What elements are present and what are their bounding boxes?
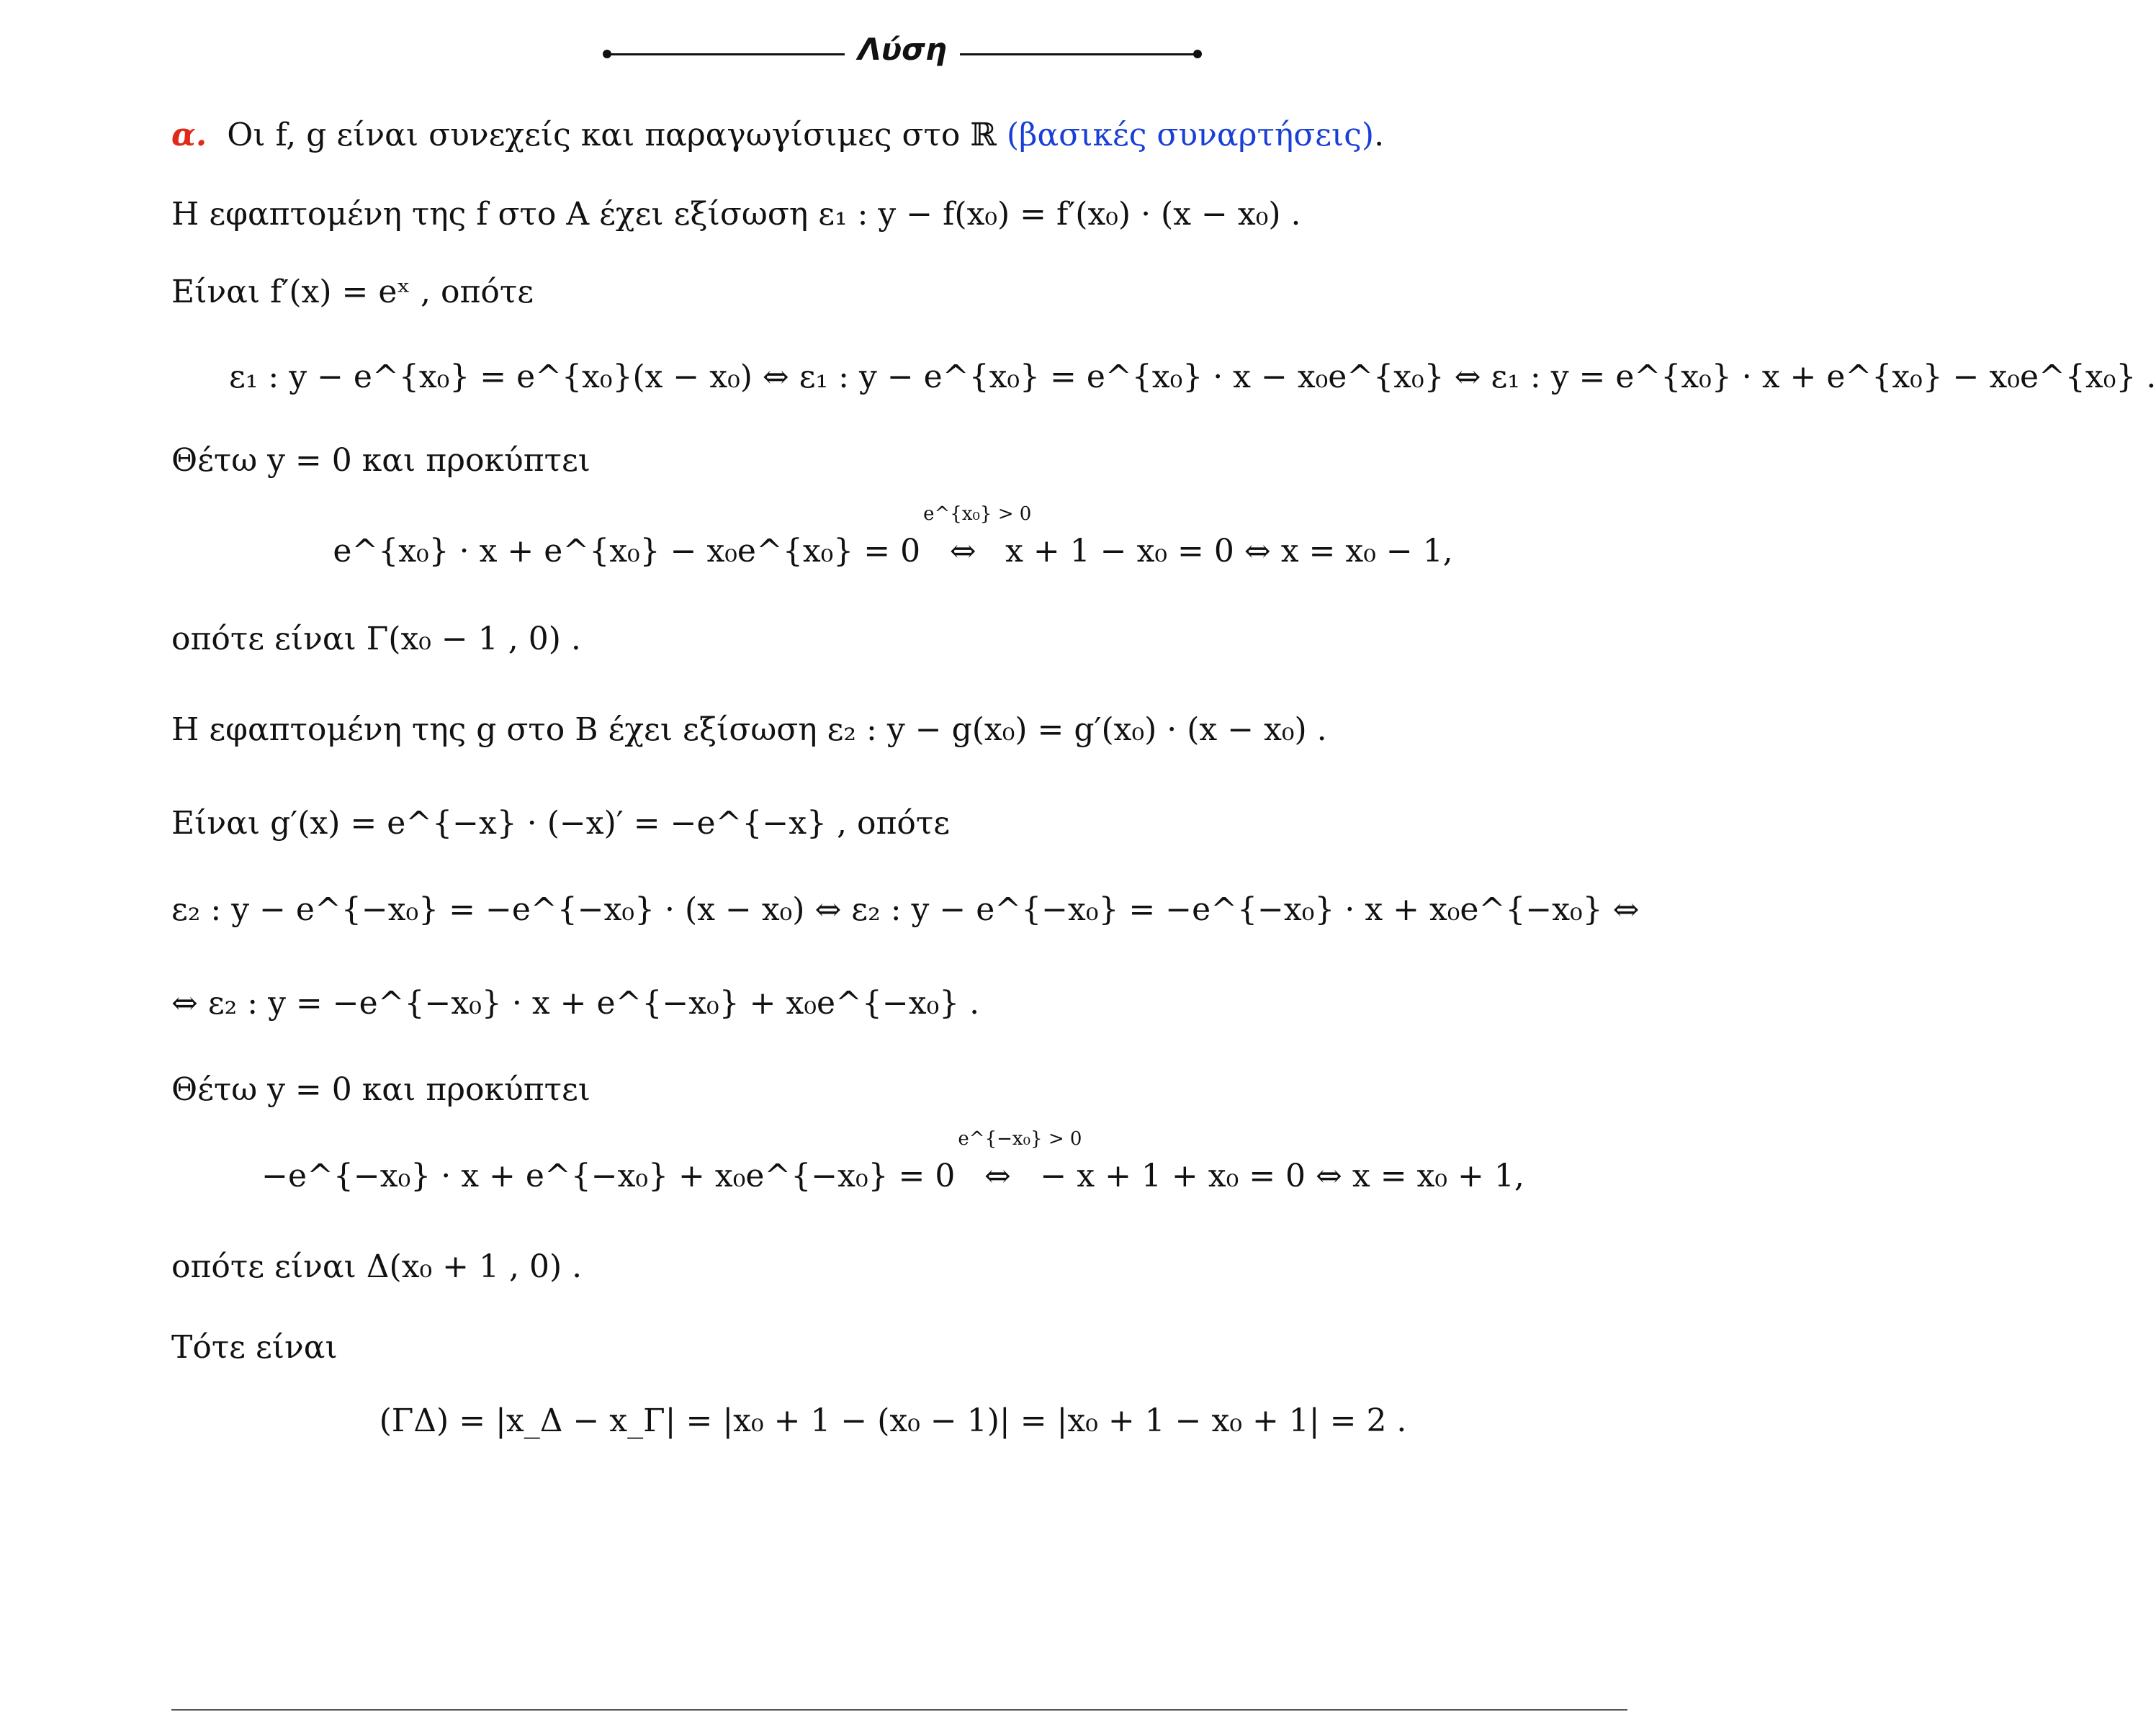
point-delta-line bbox=[171, 1245, 582, 1289]
tangent-f-line bbox=[171, 193, 1301, 236]
set-y-zero-line-2 bbox=[171, 1068, 590, 1112]
then-line bbox=[171, 1326, 338, 1369]
tangent-f-equation bbox=[229, 356, 2156, 399]
part-label: α. bbox=[171, 117, 207, 153]
line-5-text: Θέτω y = 0 και προκύπτει bbox=[171, 442, 591, 479]
distance-result bbox=[0, 1400, 1786, 1443]
tangent-g-line bbox=[171, 708, 1327, 752]
header-dot-right bbox=[1193, 50, 1202, 58]
tangent-g-equation-2 bbox=[171, 982, 979, 1025]
line-1-note: (βασικές συναρτήσεις) bbox=[1006, 117, 1375, 153]
line-6-left: e^{x₀} · x + e^{x₀} − x₀e^{x₀} = 0 bbox=[333, 533, 921, 569]
line-8-text: Η εφαπτομένη της g στο Β έχει εξίσωση ε₂ : y − g(x₀) = g′(x₀) · (x − x₀) . bbox=[171, 711, 1327, 748]
line-4-text: ε₁ : y − e^{x₀} = e^{x₀}(x − x₀) ⇔ ε₁ : y − e^{x₀} = e^{x₀} · x − x₀e^{x₀} ⇔ ε₁ : y = e^{x₀} · x + e^{x₀} − x₀e^{x₀} . bbox=[229, 359, 2156, 395]
implication-arrow: e^{x₀} > 0 ⇔ bbox=[930, 530, 995, 573]
section-header bbox=[0, 32, 1786, 75]
line-11-text: ⇔ ε₂ : y = −e^{−x₀} · x + e^{−x₀} + x₀e^{−x₀} . bbox=[171, 985, 980, 1022]
section-title: Λύση bbox=[858, 32, 947, 67]
root-g-equation bbox=[0, 1128, 1786, 1198]
header-rule-right bbox=[960, 53, 1198, 55]
line-12-text: Θέτω y = 0 και προκύπτει bbox=[171, 1071, 591, 1108]
condition-note-2: e^{−x₀} > 0 bbox=[958, 1128, 1082, 1150]
header-rule-left bbox=[607, 53, 845, 55]
statement-line-1: α. Οι f, g είναι συνεχείς και παραγωγίσιμες στο ℝ (βασικές συναρτήσεις). bbox=[171, 117, 1385, 153]
root-f-equation bbox=[0, 503, 1786, 573]
line-10-text: ε₂ : y − e^{−x₀} = −e^{−x₀} · (x − x₀) ⇔ ε₂ : y − e^{−x₀} = −e^{−x₀} · x + x₀e^{−x₀} ⇔ bbox=[171, 891, 1640, 928]
line-7-text: οπότε είναι Γ(x₀ − 1 , 0) . bbox=[171, 621, 581, 657]
line-1-text: Οι f, g είναι συνεχείς και παραγωγίσιμες στο ℝ bbox=[227, 117, 1007, 153]
line-16-text: (ΓΔ) = |x_Δ − x_Γ| = |x₀ + 1 − (x₀ − 1)| = |x₀ + 1 − x₀ + 1| = 2 . bbox=[379, 1402, 1407, 1439]
line-14-text: οπότε είναι Δ(x₀ + 1 , 0) . bbox=[171, 1248, 583, 1285]
derivative-f-line bbox=[171, 271, 534, 314]
line-6-right: x + 1 − x₀ = 0 ⇔ x = x₀ − 1, bbox=[1005, 533, 1453, 569]
tangent-g-equation-1 bbox=[171, 888, 1640, 932]
point-gamma-line bbox=[171, 618, 581, 661]
implication-arrow-2: e^{−x₀} > 0 ⇔ bbox=[965, 1155, 1030, 1198]
line-13-left: −e^{−x₀} · x + e^{−x₀} + x₀e^{−x₀} = 0 bbox=[261, 1158, 956, 1194]
line-15-text: Τότε είναι bbox=[171, 1329, 338, 1366]
derivative-g-line bbox=[171, 802, 950, 845]
line-2-text: Η εφαπτομένη της f στο Α έχει εξίσωση ε₁ : y − f(x₀) = f′(x₀) · (x − x₀) . bbox=[171, 196, 1301, 233]
footer-rule bbox=[171, 1709, 1627, 1711]
line-9-text: Είναι g′(x) = e^{−x} · (−x)′ = −e^{−x} , οπότε bbox=[171, 805, 951, 842]
line-13-right: − x + 1 + x₀ = 0 ⇔ x = x₀ + 1, bbox=[1040, 1158, 1524, 1194]
set-y-zero-line-1 bbox=[171, 439, 590, 482]
condition-note: e^{x₀} > 0 bbox=[923, 503, 1032, 525]
line-3-text: Είναι f′(x) = eˣ , οπότε bbox=[171, 274, 534, 310]
